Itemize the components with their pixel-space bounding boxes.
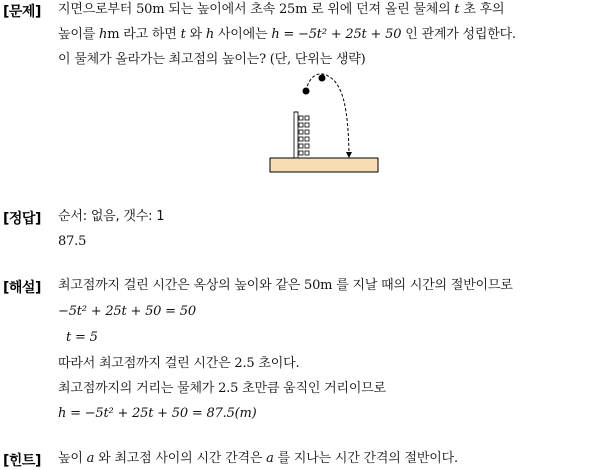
answer-value: 87.5 bbox=[58, 234, 87, 249]
explanation-eq-2-text: t = 5 bbox=[66, 330, 98, 345]
ground bbox=[270, 158, 378, 172]
explanation-tag: [해설] bbox=[3, 280, 41, 296]
hint-text-b: 와 최고점 사이의 시간 간격은 bbox=[94, 451, 267, 466]
problem-tag: [문제] bbox=[3, 4, 41, 20]
building-windows bbox=[299, 116, 309, 155]
answer-tag: [정답] bbox=[3, 211, 41, 227]
explanation-line-5: 최고점까지의 거리는 물체가 2.5 초만큼 움직인 거리이므로 bbox=[58, 381, 386, 396]
problem-line-1-text-a: 지면으로부터 50m 되는 높이에서 초속 25m 로 위에 던져 올린 물체의 bbox=[58, 2, 455, 17]
building-window bbox=[299, 116, 303, 120]
explanation-eq-2 bbox=[66, 330, 98, 346]
explanation-line-4: 따라서 최고점까지 걸린 시간은 2.5 초이다. bbox=[58, 356, 300, 371]
building-window bbox=[305, 137, 309, 141]
explanation-eq-1-text: −5t² + 25t + 50 = 50 bbox=[58, 304, 196, 319]
building-window bbox=[299, 144, 303, 148]
building-window bbox=[299, 151, 303, 155]
problem-line-2 bbox=[58, 27, 516, 43]
hint-line bbox=[58, 451, 458, 467]
building-window bbox=[305, 116, 309, 120]
explanation-eq-3 bbox=[58, 406, 257, 422]
building-window bbox=[299, 130, 303, 134]
building-window bbox=[299, 137, 303, 141]
problem-line-2-text-e: 인 관계가 성립한다. bbox=[401, 27, 516, 42]
hint-var-a: a bbox=[86, 451, 95, 466]
problem-line-2-text-c: 와 bbox=[185, 27, 206, 42]
problem-var-h: h bbox=[99, 27, 108, 42]
problem-line-2-text-a: 높이를 bbox=[58, 27, 100, 42]
explanation-eq-1 bbox=[58, 304, 196, 320]
problem-var-t-2: t bbox=[180, 27, 186, 42]
explanation-line-1: 최고점까지 걸린 시간은 옥상의 높이와 같은 50m 를 지날 때의 시간의 절반이므로 bbox=[58, 278, 513, 293]
trajectory-arrow bbox=[346, 152, 352, 158]
hint-var-a-2: a bbox=[266, 451, 274, 466]
building-window bbox=[305, 123, 309, 127]
problem-line-1-text-b: 초 후의 bbox=[459, 2, 505, 17]
hint-text-c: 를 지나는 시간 간격의 절반이다. bbox=[273, 451, 458, 466]
problem-var-t: t bbox=[454, 2, 460, 17]
trajectory-figure bbox=[268, 72, 384, 174]
building-window bbox=[299, 123, 303, 127]
problem-line-3: 이 물체가 올라가는 최고점의 높이는? (단, 단위는 생략) bbox=[58, 52, 366, 67]
explanation-eq-3-text: h = −5t² + 25t + 50 = 87.5(m) bbox=[58, 406, 257, 421]
answer-line-1: 순서: 없음, 갯수: 1 bbox=[58, 209, 165, 224]
hint-text-a: 높이 bbox=[58, 451, 87, 466]
ball-top bbox=[319, 75, 326, 82]
building-window bbox=[305, 130, 309, 134]
trajectory-path bbox=[306, 74, 349, 152]
problem-line-1 bbox=[58, 2, 504, 18]
building-window bbox=[305, 151, 309, 155]
building-left-wall bbox=[294, 112, 298, 158]
hint-tag: [힌트] bbox=[3, 453, 41, 469]
building bbox=[294, 112, 309, 158]
problem-line-2-text-d: 사이에는 bbox=[214, 27, 272, 42]
building-window bbox=[305, 144, 309, 148]
problem-var-h-2: h bbox=[205, 27, 215, 42]
problem-equation: h = −5t² + 25t + 50 bbox=[271, 27, 402, 42]
problem-line-2-text-b: m 라고 하면 bbox=[107, 27, 181, 42]
ball-start bbox=[303, 88, 310, 95]
